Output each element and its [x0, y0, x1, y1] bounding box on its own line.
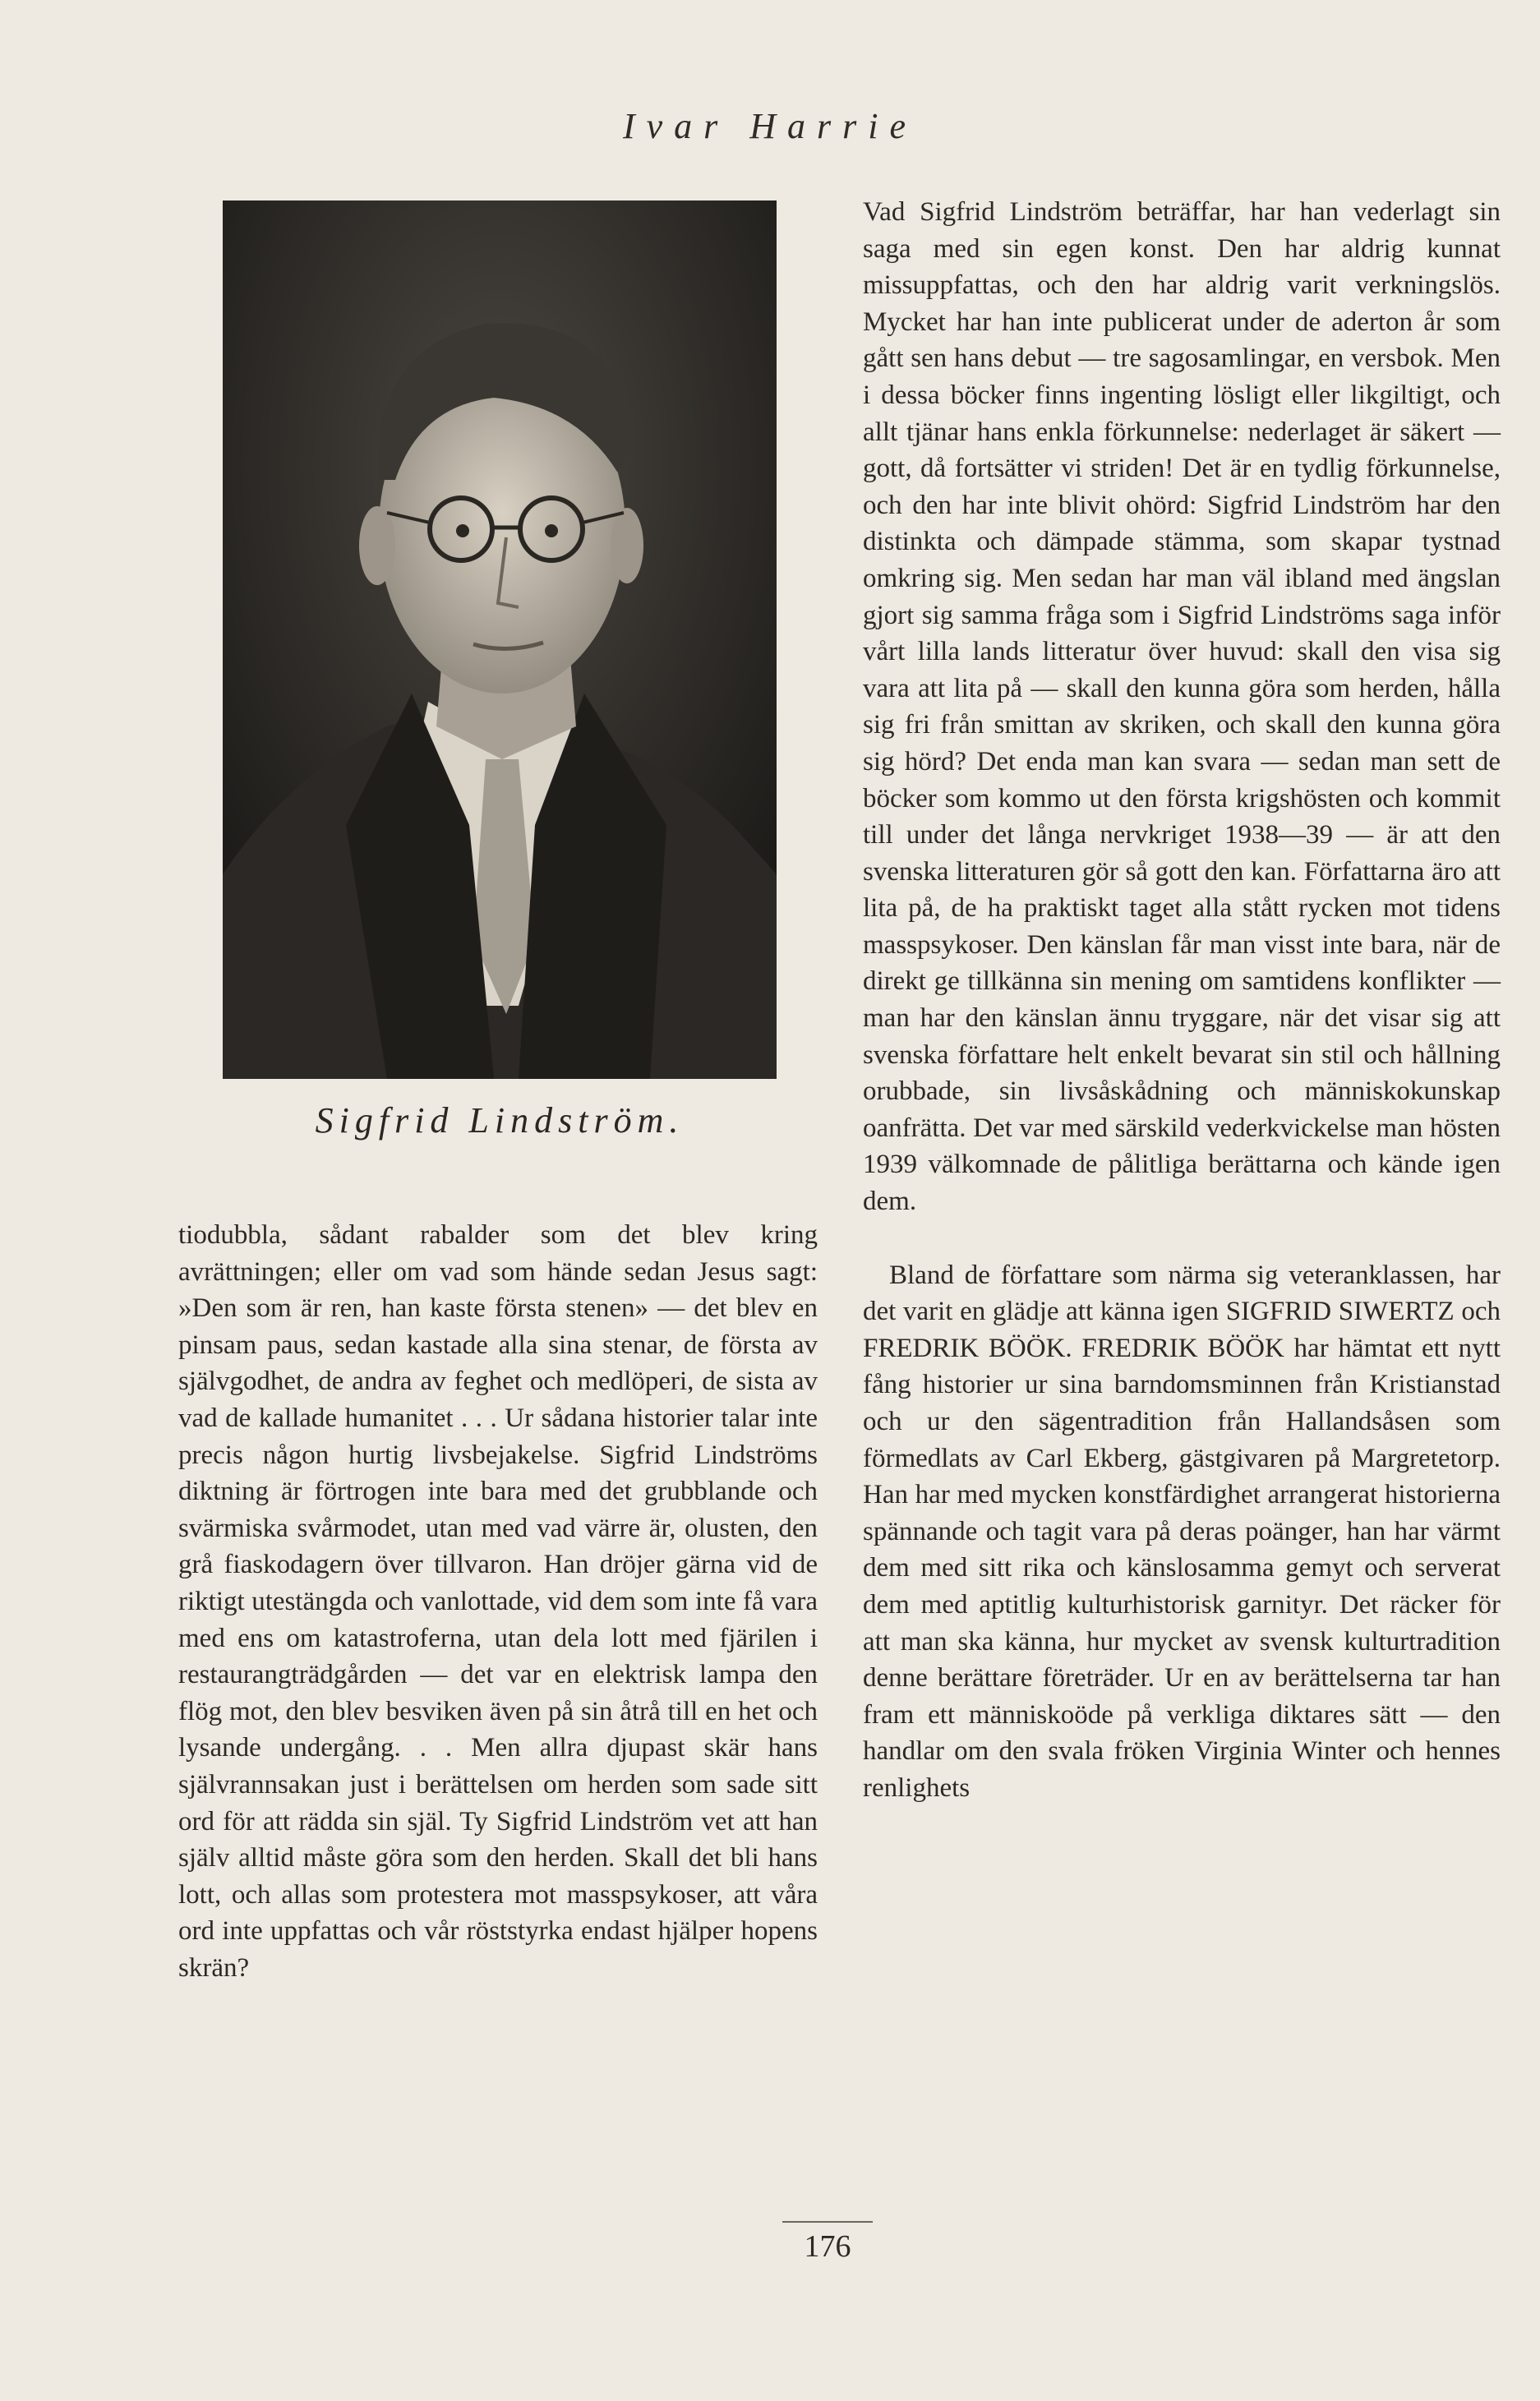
right-column-paragraph-2: Bland de författare som närma sig veteranklassen, har det varit en glädje att känna igen SIGFRID SIWERTZ och FREDRIK BÖÖK. FREDRIK BÖÖK har hämtat ett nytt fång historier ur sina barndomsminnen från Kristianstad och ur den sägentradition från Hallandsåsen som förmedlats av Carl Ekberg, gästgivaren på Margretetorp. Han har med mycken konstfärdighet arrangerat historierna spännande och tagit vara på deras poänger, han har värmt dem med sitt rika och känslosamma gemyt och serverat dem med aptitlig kulturhistorisk garnityr. Det räcker för att man ska känna, hur mycket av svensk kulturtradition denne berättare företräder. Ur en av berättelserna tar han fram ett människoöde på verkliga diktares sätt — den handlar om den svala fröken Virginia Winter och hennes renlighets — [863, 1260, 1501, 1803]
right-column — [863, 194, 1501, 1807]
page-number: 176 — [804, 2229, 851, 2264]
portrait-photo — [223, 200, 777, 1079]
running-head-author: Ivar Harrie — [622, 106, 918, 146]
left-column — [178, 1217, 818, 1986]
photo-caption: Sigfrid Lindström. — [315, 1100, 685, 1141]
folio-rule — [782, 2221, 873, 2223]
left-column-paragraph: tiodubbla, sådant rabalder som det blev kring avrättningen; eller om vad som hände sedan Jesus sagt: »Den som är ren, han kaste första stenen» — det blev en pinsam paus, sedan kastade alla sina stenar, de första av självgodhet, de andra av feghet och medlöperi, de sista av vad de kallade humanitet . . . Ur sådana historier talar inte precis någon hurtig livsbejakelse. Sigfrid Lindströms diktning är förtrogen inte bara med det grubblande och svärmiska svårmodet, utan med vad värre är, olusten, den grå fiaskodagern över tillvaron. Han dröjer gärna vid de riktigt utestängda och vanlottade, vid dem som inte få vara med ens om katastroferna, utan dela lott med fjärilen i restaurangträdgården — det var en elektrisk lampa den flög mot, den blev besviken även på sin åtrå till en het och lysande undergång. . . Men allra djupast skär hans självrannsakan just i berättelsen om herden som sade sitt ord för att rädda sin själ. Ty Sigfrid Lindström vet att han själv alltid måste göra som den herden. Skall det bli hans lott, och allas som protestera mot masspsykoser, att våra ord inte uppfattas och vår röststyrka endast hjälper hopens skrän? — [178, 1220, 818, 1983]
right-column-paragraph-1: Vad Sigfrid Lindström beträffar, har han vederlagt sin saga med sin egen konst. Den har aldrig kunnat missuppfattas, och den har aldrig varit verkningslös. Mycket har han inte publicerat under de aderton år som gått sen hans debut — tre sagosamlingar, en versbok. Men i dessa böcker finns ingenting lösligt eller likgiltigt, och allt tjänar hans enkla förkunnelse: nederlaget är säkert — gott, då fortsätter vi striden! Det är en tydlig förkunnelse, och den har inte blivit ohörd: Sigfrid Lindström har den distinkta och dämpade stämma, som skapar tystnad omkring sig. Men sedan har man väl ibland med ängslan gjort sig samma fråga som i Sigfrid Lindströms saga inför vårt lilla lands litteratur över huvud: skall den visa sig vara att lita på — skall den kunna göra som herden, hålla sig fri från smittan av skriken, och skall den kunna göra sig hörd? Det enda man kan svara — sedan man sett de böcker som kommo ut den första krigshösten och kommit till under det långa nervkriget 1938—39 — är att den svenska litteraturen gör så gott den kan. Författarna äro att lita på, de ha praktiskt taget alla stått rycken mot tidens masspsykoser. Den känslan får man visst inte bara, när de direkt ge tillkänna sin mening om samtidens konflikter — man har den känslan ännu tryggare, när det visar sig att svenska författare helt enkelt bevarat sin stil och hållning orubbade, sin livsåskådning och människokunskap oanfrätta. Det var med särskild vederkvickelse man hösten 1939 välkomnade de pålitliga berättarna och kände igen dem. — [863, 197, 1501, 1217]
portrait-illustration — [223, 200, 777, 1079]
